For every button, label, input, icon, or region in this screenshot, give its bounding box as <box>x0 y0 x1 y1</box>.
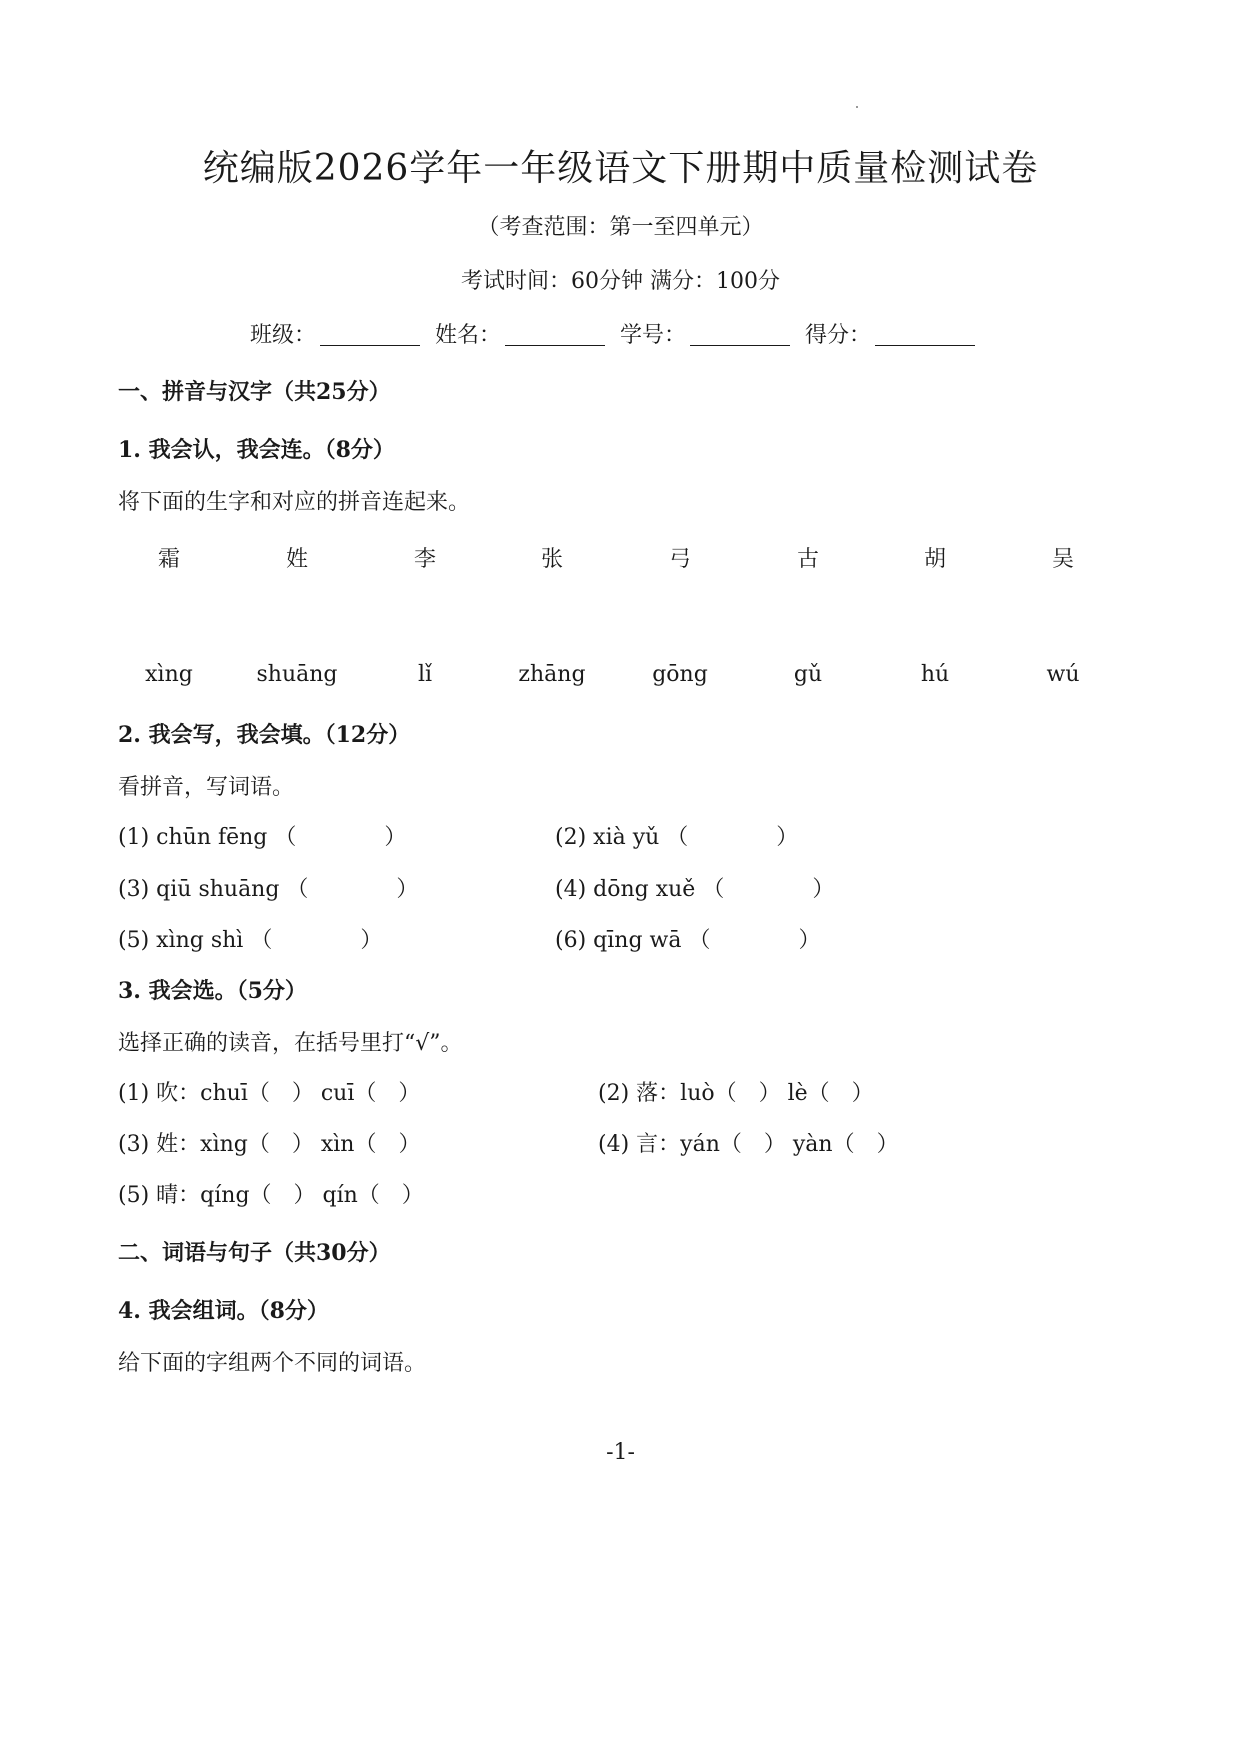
q1-instruction: 将下面的生字和对应的拼音连起来。 <box>118 490 471 515</box>
q1-pinyin: zhāng <box>518 662 586 687</box>
number-label: 学号： <box>620 323 687 348</box>
q1-char: 胡 <box>923 547 946 572</box>
q3-item: (4) 言：yán（ ） yàn（ ） <box>598 1132 899 1157</box>
name-label: 姓名： <box>435 323 502 348</box>
q2-item: (3) qiū shuāng （ ） <box>118 877 419 902</box>
q1-pinyin: lǐ <box>417 662 433 687</box>
class-blank <box>320 323 420 346</box>
page-title: 统编版2026学年一年级语文下册期中质量检测试卷 <box>202 148 1039 189</box>
q2-item: (6) qīng wā （ ） <box>555 928 821 953</box>
q1-pinyin: gǔ <box>793 662 823 687</box>
q2-instruction: 看拼音，写词语。 <box>118 775 295 800</box>
q2-item: (5) xìng shì （ ） <box>118 928 383 953</box>
q4-title: 4. 我会组词。（8分） <box>118 1298 329 1324</box>
student-info-row <box>250 318 983 349</box>
q3-item: (1) 吹：chuī（ ） cuī（ ） <box>118 1081 421 1106</box>
q1-pinyin: shuāng <box>256 662 338 687</box>
q4-instruction: 给下面的字组两个不同的词语。 <box>118 1351 427 1376</box>
number-blank <box>690 323 790 346</box>
q2-title: 2. 我会写，我会填。（12分） <box>118 722 411 748</box>
exam-scope: （考查范围：第一至四单元） <box>477 215 764 240</box>
q1-char: 弓 <box>668 547 691 572</box>
q1-pinyin: xìng <box>145 662 193 687</box>
q3-instruction: 选择正确的读音，在括号里打“√”。 <box>118 1031 463 1056</box>
q1-char: 吴 <box>1051 547 1074 572</box>
section-2-heading: 二、词语与句子（共30分） <box>118 1240 391 1266</box>
q1-pinyin: hú <box>920 662 950 687</box>
q3-item: (3) 姓：xìng（ ） xìn（ ） <box>118 1132 421 1157</box>
q1-char: 张 <box>540 547 563 572</box>
q3-title: 3. 我会选。（5分） <box>118 978 307 1004</box>
q1-char: 李 <box>413 547 436 572</box>
q1-char: 霜 <box>157 547 180 572</box>
q1-pinyin: gōng <box>652 662 708 687</box>
score-label: 得分： <box>805 323 872 348</box>
stray-mark <box>856 106 858 108</box>
q3-item: (2) 落：luò（ ） lè（ ） <box>598 1081 874 1106</box>
page-number: -1- <box>606 1440 635 1465</box>
q2-item: (2) xià yǔ （ ） <box>555 825 799 850</box>
name-blank <box>505 323 605 346</box>
exam-info: 考试时间：60分钟 满分：100分 <box>461 269 780 294</box>
q1-title: 1. 我会认，我会连。（8分） <box>118 437 395 463</box>
q1-char: 古 <box>796 547 819 572</box>
q1-pinyin: wú <box>1046 662 1080 687</box>
class-label: 班级： <box>250 323 317 348</box>
q2-item: (1) chūn fēng （ ） <box>118 825 407 850</box>
q1-char: 姓 <box>285 547 308 572</box>
q2-item: (4) dōng xuě （ ） <box>555 877 835 902</box>
score-blank <box>875 323 975 346</box>
section-1-heading: 一、拼音与汉字（共25分） <box>118 379 391 405</box>
q3-item: (5) 晴：qíng（ ） qín（ ） <box>118 1183 424 1208</box>
